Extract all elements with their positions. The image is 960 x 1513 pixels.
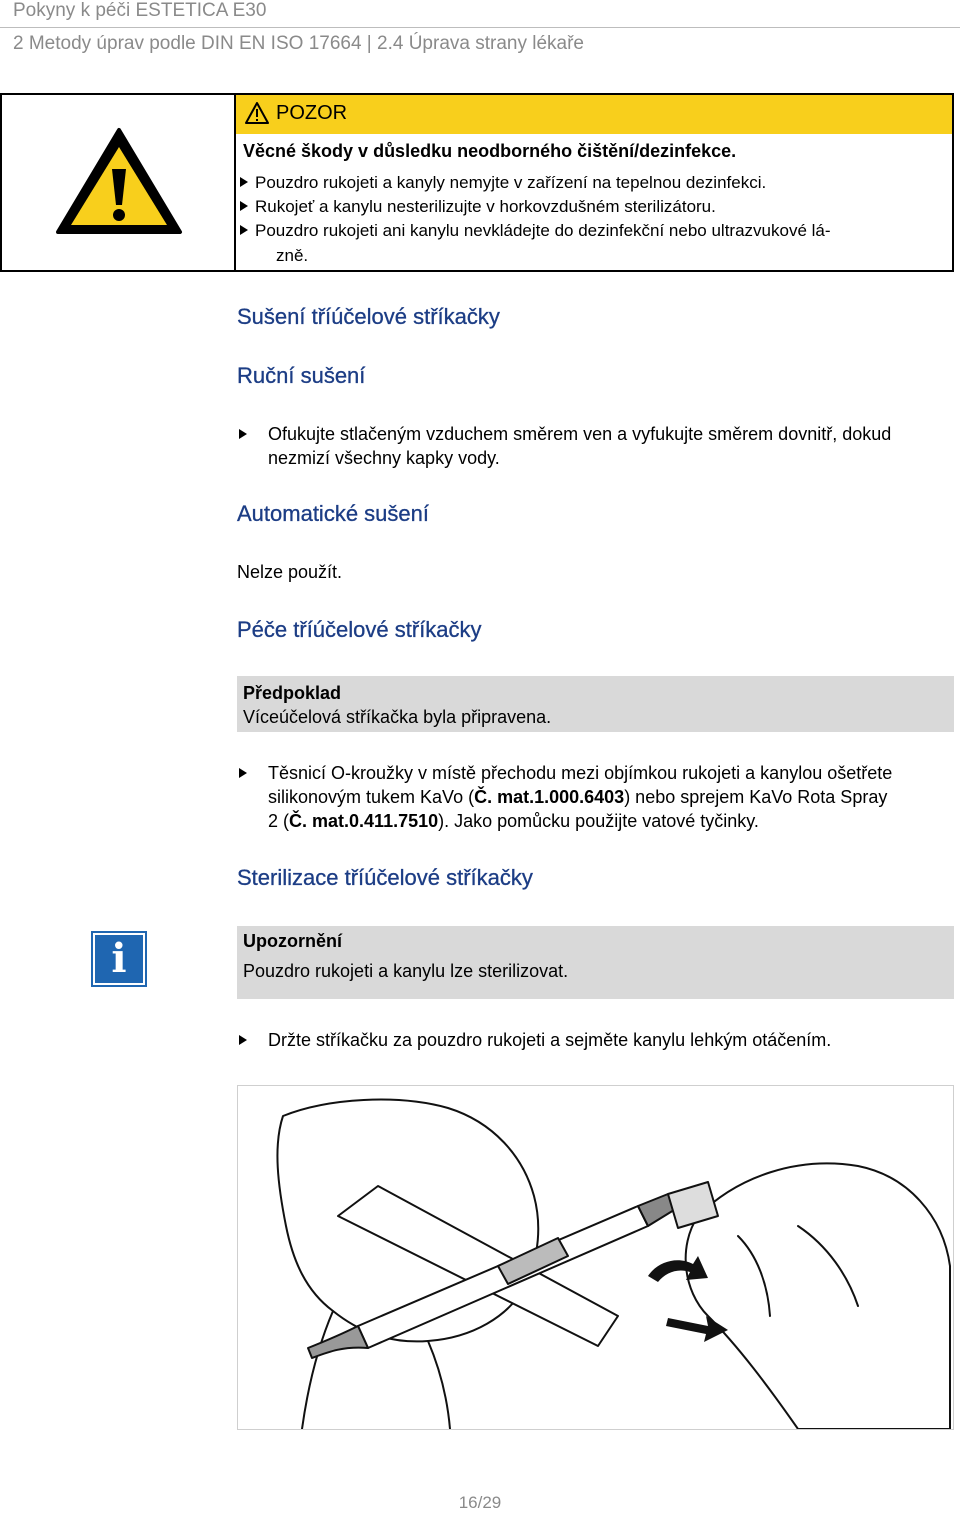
auto-drying-text: Nelze použít. (237, 562, 343, 582)
document-title: Pokyny k péči ESTETICA E30 (13, 0, 267, 21)
warning-item: Pouzdro rukojeti ani kanylu nevkládejte do dezinfekční nebo ultrazvukové lá- (255, 220, 945, 242)
prerequisite-label: Předpoklad (243, 683, 342, 703)
section-title-care: Péče tříúčelové stříkačky (237, 617, 482, 642)
warning-item: Rukojeť a kanylu nesterilizujte v horkovzdušném sterilizátoru. (255, 196, 945, 218)
section-title-sterilization: Sterilizace tříúčelové stříkačky (237, 865, 533, 890)
warning-triangle-small-icon (244, 101, 270, 125)
warning-label: POZOR (276, 102, 348, 124)
step-sterilization: Držte stříkačku za pouzdro rukojeti a sejměte kanylu lehkým otáčením. (268, 1028, 958, 1052)
warning-item: Pouzdro rukojeti a kanyly nemyjte v zařízení na tepelnou dezinfekci. (255, 172, 945, 194)
breadcrumb: 2 Metody úprav podle DIN EN ISO 17664 | 2.4 Úprava strany lékaře (13, 33, 585, 54)
subsection-title-auto: Automatické sušení (237, 501, 429, 526)
prerequisite-text: Víceúčelová stříkačka byla připravena. (243, 707, 552, 727)
note-label: Upozornění (243, 931, 342, 951)
step-care: Těsnicí O-kroužky v místě přechodu mezi objímkou rukojeti a kanylou ošetřete silikonovým tukem KaVo (Č. mat.1.000.6403) nebo sprejem KaVo Rota Spray 2 (Č. mat.0.411.7510). Jako pomůcku použijte vatové tyčinky. (268, 761, 958, 833)
hand-syringe-drawing (238, 1086, 953, 1429)
warning-sign-icon (55, 127, 183, 235)
warning-item-continuation: zně. (276, 246, 309, 265)
header-rule (0, 27, 960, 28)
subsection-title-manual: Ruční sušení (237, 363, 366, 388)
section-title-drying: Sušení tříúčelové stříkačky (237, 304, 500, 329)
warning-heading: Věcné škody v důsledku neodborného čištění/dezinfekce. (243, 141, 737, 161)
page-number: 16/29 (458, 1493, 502, 1512)
step-manual-drying: Ofukujte stlačeným vzduchem směrem ven a vyfukujte směrem dovnitř, dokud nezmizí všechny kapky vody. (268, 422, 958, 470)
info-icon: i (91, 931, 147, 987)
note-text: Pouzdro rukojeti a kanylu lze sterilizovat. (243, 961, 569, 981)
syringe-illustration (237, 1085, 954, 1430)
